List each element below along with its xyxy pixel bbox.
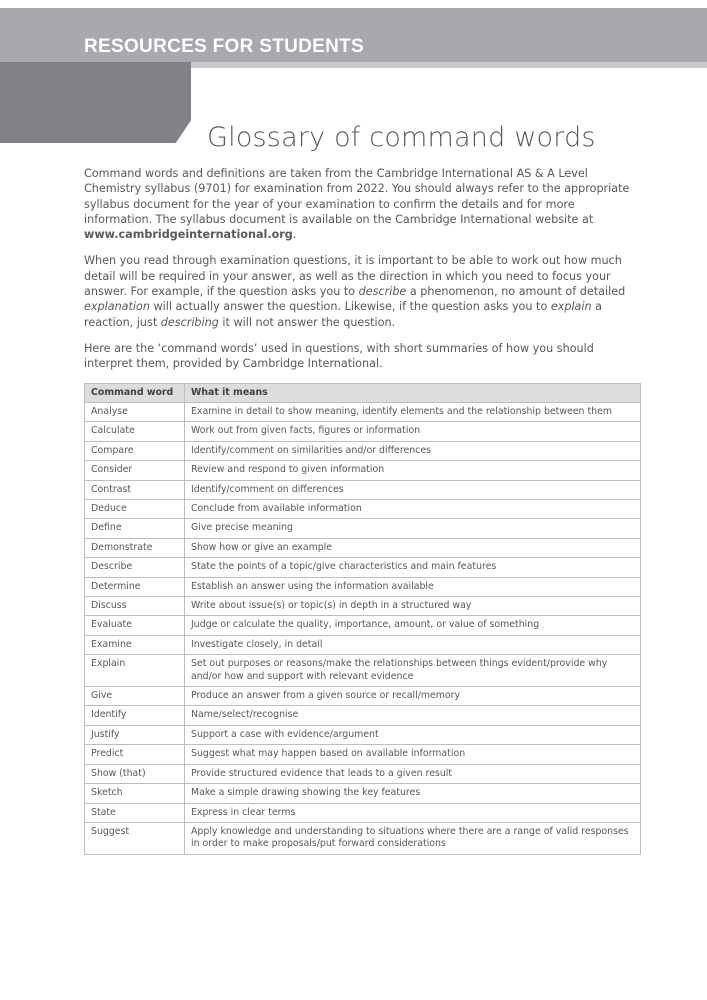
cell-what-it-means: Suggest what may happen based on available information: [185, 745, 641, 764]
cell-command-word: State: [85, 803, 185, 822]
cell-what-it-means: Show how or give an example: [185, 538, 641, 557]
cell-command-word: Give: [85, 687, 185, 706]
table-row: [85, 441, 641, 460]
cell-what-it-means: Judge or calculate the quality, importance, amount, or value of something: [185, 616, 641, 635]
cell-command-word: Predict: [85, 745, 185, 764]
main-content: [84, 166, 640, 855]
cell-command-word: Justify: [85, 725, 185, 744]
cell-command-word: Suggest: [85, 822, 185, 854]
cell-command-word: Explain: [85, 655, 185, 687]
banner-title: RESOURCES FOR STUDENTS: [84, 36, 365, 57]
cell-what-it-means: Give precise meaning: [185, 519, 641, 538]
cell-what-it-means: Investigate closely, in detail: [185, 635, 641, 654]
cell-what-it-means: Apply knowledge and understanding to situations where there are a range of valid responses in order to make proposals/put forward considerations: [185, 822, 641, 854]
cell-what-it-means: Establish an answer using the information available: [185, 577, 641, 596]
cell-what-it-means: Write about issue(s) or topic(s) in depth in a structured way: [185, 597, 641, 616]
cell-what-it-means: Produce an answer from a given source or recall/memory: [185, 687, 641, 706]
cell-command-word: Analyse: [85, 402, 185, 421]
cell-command-word: Determine: [85, 577, 185, 596]
table-row: [85, 500, 641, 519]
cell-what-it-means: Name/select/recognise: [185, 706, 641, 725]
table-row: [85, 577, 641, 596]
cell-what-it-means: Make a simple drawing showing the key features: [185, 784, 641, 803]
table-row: [85, 538, 641, 557]
cell-what-it-means: Examine in detail to show meaning, identify elements and the relationship between them: [185, 402, 641, 421]
table-row: [85, 616, 641, 635]
intro-paragraph-3: Here are the ‘command words’ used in questions, with short summaries of how you should interpret them, provided by Cambridge International.: [84, 341, 594, 371]
table-row: [85, 725, 641, 744]
cell-what-it-means: Support a case with evidence/argument: [185, 725, 641, 744]
decorative-tab-block: [0, 62, 191, 143]
cell-what-it-means: Work out from given facts, figures or information: [185, 422, 641, 441]
table-row: [85, 655, 641, 687]
page-title: Glossary of command words: [207, 122, 596, 154]
intro-paragraph-1: Command words and definitions are taken from the Cambridge International AS & A Level Chemistry syllabus (9701) for examination from 2022. You should always refer to the appropriate syllabus document for the year of your examination to confirm the details and for more information. The syllabus document is available on the Cambridge International website at www.cambridgeinternational.org.: [84, 167, 630, 242]
cell-command-word: Contrast: [85, 480, 185, 499]
table-header-row: [85, 383, 641, 402]
table-row: [85, 803, 641, 822]
cell-command-word: Sketch: [85, 784, 185, 803]
cell-command-word: Evaluate: [85, 616, 185, 635]
column-header-what-it-means: What it means: [185, 383, 641, 402]
cell-what-it-means: Express in clear terms: [185, 803, 641, 822]
table-row: [85, 402, 641, 421]
cell-command-word: Describe: [85, 558, 185, 577]
cell-what-it-means: Identify/comment on differences: [185, 480, 641, 499]
table-row: [85, 461, 641, 480]
cell-command-word: Calculate: [85, 422, 185, 441]
table-row: [85, 635, 641, 654]
cell-what-it-means: Review and respond to given information: [185, 461, 641, 480]
intro-paragraph-2: When you read through examination questions, it is important to be able to work out how much detail will be required in your answer, as well as the direction in which you need to focus your answer. For example, if the question asks you to describe a phenomenon, no amount of detailed explanation will actually answer the question. Likewise, if the question asks you to explain a reaction, just describing it will not answer the question.: [84, 254, 626, 329]
table-row: [85, 764, 641, 783]
cell-command-word: Consider: [85, 461, 185, 480]
cell-what-it-means: State the points of a topic/give characteristics and main features: [185, 558, 641, 577]
table-row: [85, 784, 641, 803]
table-body: [85, 402, 641, 854]
top-banner: [0, 8, 707, 62]
cell-command-word: Define: [85, 519, 185, 538]
cell-command-word: Show (that): [85, 764, 185, 783]
table-row: [85, 687, 641, 706]
table-row: [85, 519, 641, 538]
cell-what-it-means: Set out purposes or reasons/make the relationships between things evident/provide why and/or how and support with relevant evidence: [185, 655, 641, 687]
cell-what-it-means: Provide structured evidence that leads to a given result: [185, 764, 641, 783]
cell-command-word: Examine: [85, 635, 185, 654]
cell-what-it-means: Conclude from available information: [185, 500, 641, 519]
cell-command-word: Demonstrate: [85, 538, 185, 557]
cell-command-word: Compare: [85, 441, 185, 460]
table-row: [85, 745, 641, 764]
table-row: [85, 480, 641, 499]
cell-command-word: Discuss: [85, 597, 185, 616]
table-row: [85, 822, 641, 854]
table-row: [85, 597, 641, 616]
column-header-command-word: Command word: [85, 383, 185, 402]
table-row: [85, 422, 641, 441]
cell-what-it-means: Identify/comment on similarities and/or differences: [185, 441, 641, 460]
table-row: [85, 706, 641, 725]
cell-command-word: Identify: [85, 706, 185, 725]
table-row: [85, 558, 641, 577]
cell-command-word: Deduce: [85, 500, 185, 519]
table-head: [85, 383, 641, 402]
command-words-table: [84, 383, 641, 855]
